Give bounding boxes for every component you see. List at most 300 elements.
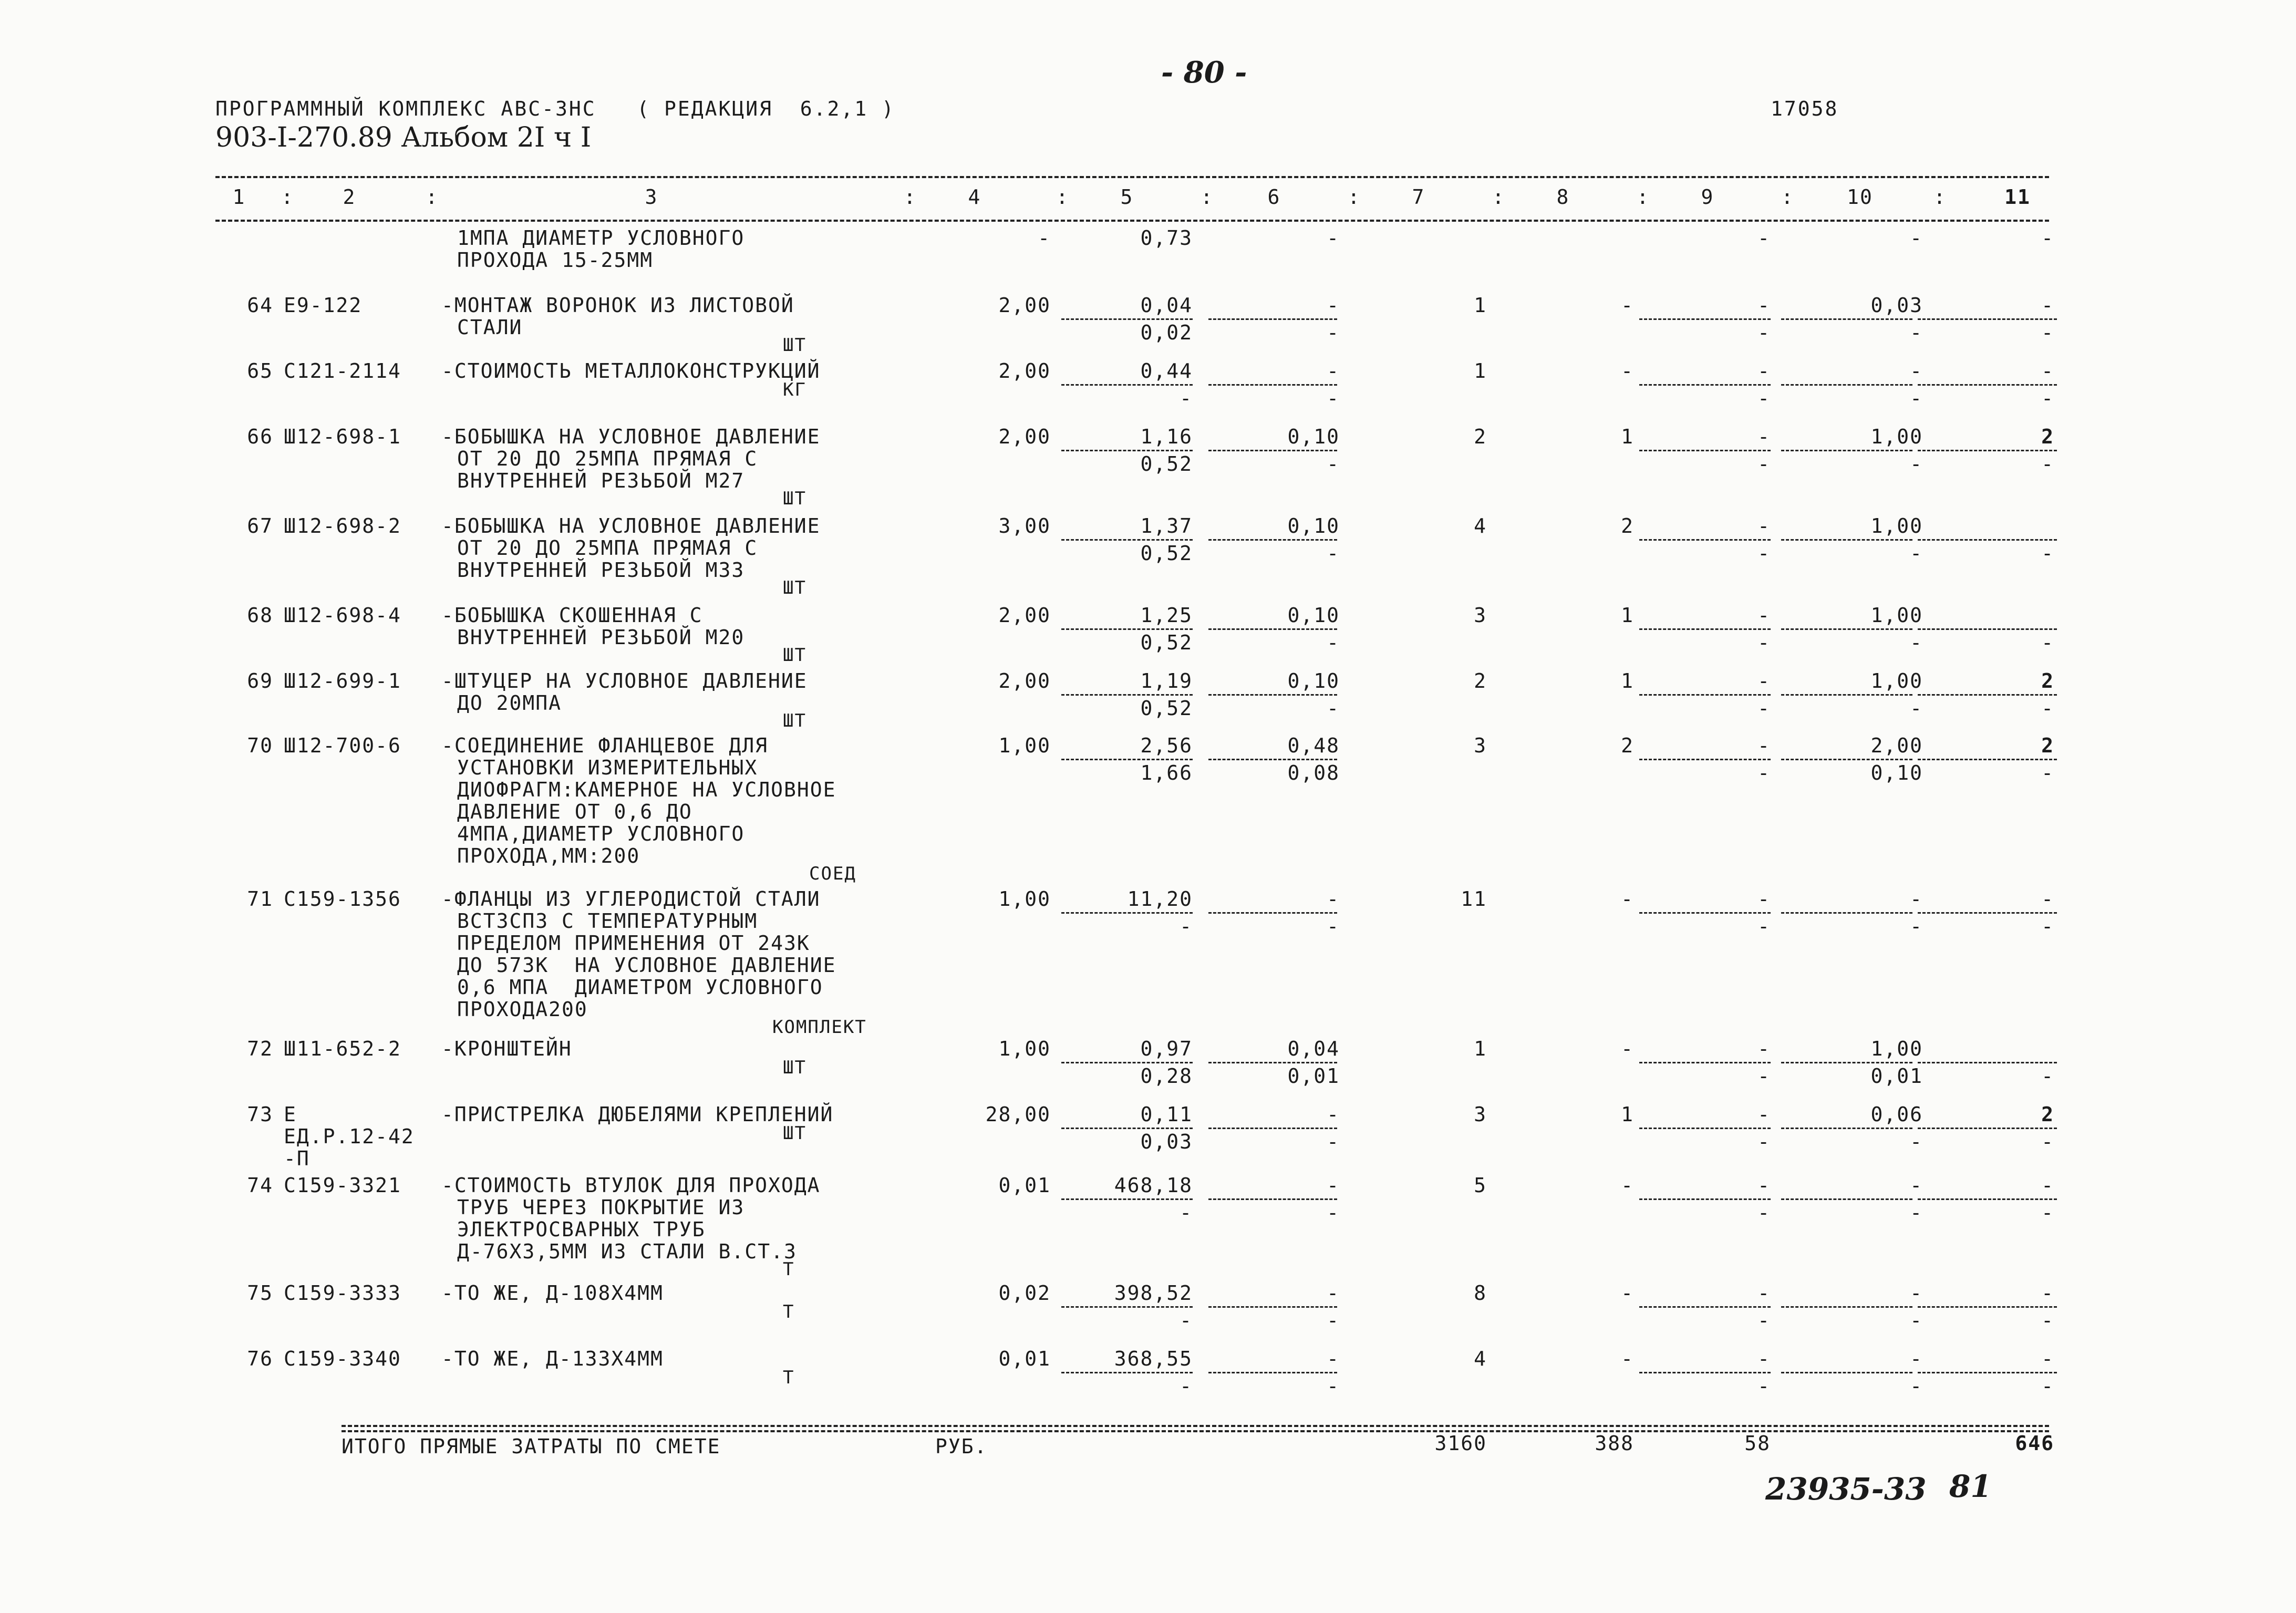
row-c11-main: 2 (2041, 734, 2054, 757)
row-number: 67 (247, 514, 273, 537)
row-c10-divider (1781, 1306, 1912, 1308)
row-c5-divider (1061, 1128, 1193, 1129)
row-col8: - (1621, 1037, 1634, 1060)
row-c5-main: 1,19 (1140, 669, 1193, 692)
row-c10-sub: - (1910, 321, 1923, 344)
column-header-6: 6 (1267, 185, 1281, 209)
row-c5-sub: 0,52 (1140, 631, 1193, 654)
column-header-4: 4 (968, 185, 981, 209)
row-c10-main: 1,00 (1870, 425, 1923, 448)
row-c11-sub: - (2041, 321, 2054, 344)
row-unit: Т (783, 1367, 795, 1388)
row-col8: - (1621, 294, 1634, 317)
row-c11-main: 2 (2041, 669, 2054, 692)
column-header-2: 2 (343, 185, 356, 209)
row-c11-sub: - (2041, 452, 2054, 475)
row-col7: 4 (1474, 1347, 1487, 1370)
row-c5-sub: 0,03 (1140, 1130, 1193, 1153)
row-description-line: ПРОХОДА,ММ:200 (457, 844, 640, 867)
row-c5-divider (1061, 318, 1193, 320)
row-c11-divider (1918, 1306, 2057, 1308)
row-description-line: -ШТУЦЕР НА УСЛОВНОЕ ДАВЛЕНИЕ (441, 669, 808, 692)
row-col8: 2 (1621, 734, 1634, 757)
row-c5-main: 0,44 (1140, 359, 1193, 382)
row-code: Ш12-700-6 (284, 734, 401, 757)
row-c9-main: - (1757, 294, 1771, 317)
row-c11-sub: - (2041, 387, 2054, 410)
column-header-1: 1 (232, 185, 246, 209)
total-col8: 388 (1595, 1432, 1634, 1455)
row-c5-divider (1061, 450, 1193, 451)
row-number: 69 (247, 669, 273, 692)
row-c6-sub: - (1327, 1201, 1340, 1224)
row-c6-main: - (1327, 294, 1340, 317)
row-c6-main: - (1327, 1103, 1340, 1126)
row-c5-main: 0,97 (1140, 1037, 1193, 1060)
row-c11-divider (1918, 628, 2057, 630)
row-c6-divider (1208, 318, 1337, 320)
row-c9-divider (1639, 1372, 1771, 1373)
row-c9-main: - (1757, 425, 1771, 448)
row-col7: 3 (1474, 734, 1487, 757)
row-c11-divider (1918, 1128, 2057, 1129)
column-separator: : (1637, 185, 1650, 209)
row-col4: 0,01 (998, 1174, 1051, 1197)
column-header-10: 10 (1847, 185, 1873, 209)
row-c9-main: - (1757, 734, 1771, 757)
row-c9-sub: - (1757, 631, 1771, 654)
row-col4: 28,00 (985, 1103, 1051, 1126)
row-c11-main: - (2041, 1347, 2054, 1370)
row-c5-main: 1,16 (1140, 425, 1193, 448)
column-separator: : (1201, 185, 1214, 209)
row-c10-main: 1,00 (1870, 669, 1923, 692)
row-c9-sub: - (1757, 1309, 1771, 1332)
row-c9-main: - (1757, 1103, 1771, 1126)
row-c9-divider (1639, 1062, 1771, 1063)
row-code: Е9-122 (284, 294, 363, 317)
row-c6-main: - (1327, 887, 1340, 911)
row-c9-sub: - (1757, 1374, 1771, 1398)
row-c9-divider (1639, 318, 1771, 320)
row-col4: 2,00 (998, 604, 1051, 627)
row-col4: 3,00 (998, 514, 1051, 537)
row-unit: КГ (783, 379, 806, 400)
row-c6-divider (1208, 1062, 1337, 1063)
row-c6-divider (1208, 384, 1337, 386)
row-c6-sub: - (1327, 321, 1340, 344)
column-header-11: 11 (2004, 185, 2031, 209)
row-c6-main: 0,10 (1287, 425, 1340, 448)
row-c10-divider (1781, 1372, 1912, 1373)
row-code: Е (284, 1103, 297, 1126)
row-c10-divider (1781, 694, 1912, 696)
row-c9-divider (1639, 628, 1771, 630)
column-header-8: 8 (1556, 185, 1570, 209)
row-c5-sub: 1,66 (1140, 761, 1193, 784)
row-c9-sub: - (1757, 1130, 1771, 1153)
total-rule-bottom (342, 1430, 2049, 1432)
row-description-line: -ПРИСТРЕЛКА ДЮБЕЛЯМИ КРЕПЛЕНИЙ (441, 1103, 834, 1126)
row-col8: - (1621, 887, 1634, 911)
row-col4: - (1038, 226, 1051, 250)
column-separator: : (1492, 185, 1505, 209)
row-c6-divider (1208, 1372, 1337, 1373)
row-c10-sub: 0,10 (1870, 761, 1923, 784)
row-c5-sub: - (1180, 387, 1193, 410)
row-c6-divider (1208, 450, 1337, 451)
document-code: 17058 (1771, 97, 1839, 120)
row-c9-main: - (1757, 1037, 1771, 1060)
row-c10-sub: - (1910, 542, 1923, 565)
row-c6-main: 0,48 (1287, 734, 1340, 757)
row-c9-main: - (1757, 1347, 1771, 1370)
row-c5-divider (1061, 1198, 1193, 1200)
page-number: - 80 - (1161, 55, 1247, 90)
program-header: ПРОГРАММНЫЙ КОМПЛЕКС АВС-3НС ( РЕДАКЦИЯ 6.2,1 ) (215, 97, 895, 120)
total-rule-top (342, 1425, 2049, 1427)
row-c9-main: - (1757, 514, 1771, 537)
row-c11-sub: - (2041, 697, 2054, 720)
row-col7: 11 (1461, 887, 1487, 911)
row-c9-sub: - (1757, 915, 1771, 938)
row-c10-main: 0,03 (1870, 294, 1923, 317)
column-header-7: 7 (1412, 185, 1425, 209)
row-c9-divider (1639, 1128, 1771, 1129)
row-c6-main: 0,10 (1287, 669, 1340, 692)
total-currency: РУБ. (935, 1435, 988, 1458)
row-c6-sub: - (1327, 452, 1340, 475)
row-c10-main: - (1910, 226, 1923, 250)
row-description-line: 1МПА ДИАМЕТР УСЛОВНОГО (457, 226, 745, 250)
row-description-line: ДАВЛЕНИЕ ОТ 0,6 ДО (457, 800, 692, 823)
row-description-line: УСТАНОВКИ ИЗМЕРИТЕЛЬНЫХ (457, 756, 758, 779)
row-c6-sub: 0,08 (1287, 761, 1340, 784)
row-c6-divider (1208, 759, 1337, 760)
row-c10-divider (1781, 450, 1912, 451)
row-c6-main: - (1327, 226, 1340, 250)
column-separator: : (426, 185, 439, 209)
row-c5-main: 1,37 (1140, 514, 1193, 537)
row-c10-main: - (1910, 1174, 1923, 1197)
row-description-line: -КРОНШТЕЙН (441, 1037, 572, 1060)
row-number: 64 (247, 294, 273, 317)
row-c6-divider (1208, 694, 1337, 696)
row-c10-sub: - (1910, 631, 1923, 654)
row-c5-main: 468,18 (1114, 1174, 1193, 1197)
row-c5-main: 11,20 (1127, 887, 1193, 911)
row-c6-sub: - (1327, 1130, 1340, 1153)
column-header-5: 5 (1120, 185, 1134, 209)
row-unit: ШТ (783, 335, 806, 356)
column-separator: : (1056, 185, 1069, 209)
row-c6-main: - (1327, 1281, 1340, 1305)
row-description-line: -БОБЫШКА СКОШЕННАЯ С (441, 604, 703, 627)
row-c10-divider (1781, 318, 1912, 320)
row-c9-divider (1639, 1198, 1771, 1200)
row-col4: 2,00 (998, 425, 1051, 448)
row-c10-divider (1781, 384, 1912, 386)
total-col11: 646 (2015, 1432, 2054, 1455)
row-c10-main: - (1910, 359, 1923, 382)
row-c5-sub: - (1180, 1201, 1193, 1224)
row-c11-sub: - (2041, 1064, 2054, 1088)
row-c6-divider (1208, 1128, 1337, 1129)
row-c5-main: 0,11 (1140, 1103, 1193, 1126)
row-c6-sub: - (1327, 542, 1340, 565)
row-c10-main: 1,00 (1870, 1037, 1923, 1060)
row-c11-divider (1918, 450, 2057, 451)
row-c9-divider (1639, 694, 1771, 696)
row-c6-main: 0,10 (1287, 514, 1340, 537)
row-c5-sub: - (1180, 1309, 1193, 1332)
row-c11-main: - (2041, 1281, 2054, 1305)
row-description-line: 4МПА,ДИАМЕТР УСЛОВНОГО (457, 822, 745, 845)
row-c9-sub: - (1757, 697, 1771, 720)
row-c5-divider (1061, 384, 1193, 386)
row-number: 66 (247, 425, 273, 448)
row-c9-sub: - (1757, 452, 1771, 475)
row-c6-divider (1208, 1198, 1337, 1200)
row-description-line: -ТО ЖЕ, Д-133Х4ММ (441, 1347, 664, 1370)
row-c5-sub: 0,52 (1140, 542, 1193, 565)
row-code: Ш12-698-2 (284, 514, 401, 537)
total-col7: 3160 (1434, 1432, 1487, 1455)
row-unit: ШТ (783, 577, 806, 598)
row-c6-main: - (1327, 359, 1340, 382)
row-c5-main: 1,25 (1140, 604, 1193, 627)
row-c11-divider (1918, 318, 2057, 320)
row-c10-main: 0,06 (1870, 1103, 1923, 1126)
row-c9-sub: - (1757, 761, 1771, 784)
row-c11-sub: - (2041, 1201, 2054, 1224)
row-description-line: -СТОИМОСТЬ МЕТАЛЛОКОНСТРУКЦИЙ (441, 359, 821, 382)
row-c9-sub: - (1757, 387, 1771, 410)
row-col8: - (1621, 1281, 1634, 1305)
row-c11-main: 2 (2041, 425, 2054, 448)
row-col8: - (1621, 1347, 1634, 1370)
row-col7: 3 (1474, 1103, 1487, 1126)
row-unit: СОЕД (809, 863, 856, 884)
row-c9-divider (1639, 384, 1771, 386)
column-separator: : (904, 185, 917, 209)
column-header-9: 9 (1701, 185, 1714, 209)
row-col7: 2 (1474, 425, 1487, 448)
row-unit: Т (783, 1259, 795, 1280)
row-description-line: ПРЕДЕЛОМ ПРИМЕНЕНИЯ ОТ 243К (457, 932, 810, 955)
row-c11-main: 2 (2041, 1103, 2054, 1126)
row-col8: 1 (1621, 1103, 1634, 1126)
row-code: Ш12-699-1 (284, 669, 401, 692)
row-c9-main: - (1757, 669, 1771, 692)
handwritten-number: 23935-33 (1765, 1471, 1927, 1507)
row-col7: 2 (1474, 669, 1487, 692)
row-c6-sub: - (1327, 387, 1340, 410)
row-c10-divider (1781, 628, 1912, 630)
row-c10-sub: - (1910, 697, 1923, 720)
row-c10-divider (1781, 539, 1912, 541)
row-c5-divider (1061, 1062, 1193, 1063)
row-description-line: Д-76Х3,5ММ ИЗ СТАЛИ В.СТ.3 (457, 1240, 797, 1263)
row-description-line: -МОНТАЖ ВОРОНОК ИЗ ЛИСТОВОЙ (441, 294, 794, 317)
row-c6-divider (1208, 539, 1337, 541)
row-description-line: ВНУТРЕННЕЙ РЕЗЬБОЙ М20 (457, 626, 745, 649)
row-c9-main: - (1757, 604, 1771, 627)
row-code: С159-3340 (284, 1347, 401, 1370)
row-c11-main: - (2041, 1174, 2054, 1197)
row-c6-main: 0,04 (1287, 1037, 1340, 1060)
row-c5-sub: 0,28 (1140, 1064, 1193, 1088)
header-top-rule (215, 176, 2049, 178)
row-description-line: ВСТ3СП3 С ТЕМПЕРАТУРНЫМ (457, 909, 758, 933)
row-description-line: -ТО ЖЕ, Д-108Х4ММ (441, 1281, 664, 1305)
row-c9-main: - (1757, 1174, 1771, 1197)
row-description-line: ДО 20МПА (457, 691, 562, 715)
row-c9-main: - (1757, 1281, 1771, 1305)
row-c6-sub: - (1327, 631, 1340, 654)
column-separator: : (1933, 185, 1947, 209)
row-c5-sub: 0,52 (1140, 697, 1193, 720)
row-c9-main: - (1757, 226, 1771, 250)
row-c6-main: - (1327, 1174, 1340, 1197)
row-c10-sub: - (1910, 1309, 1923, 1332)
row-number: 65 (247, 359, 273, 382)
row-c9-divider (1639, 539, 1771, 541)
row-c6-sub: - (1327, 1309, 1340, 1332)
row-c11-divider (1918, 1198, 2057, 1200)
row-c5-main: 2,56 (1140, 734, 1193, 757)
row-c5-sub: - (1180, 1374, 1193, 1398)
row-col8: 2 (1621, 514, 1634, 537)
row-code-line: -П (284, 1147, 310, 1170)
row-c10-sub: - (1910, 452, 1923, 475)
row-col7: 5 (1474, 1174, 1487, 1197)
row-col7: 3 (1474, 604, 1487, 627)
row-c11-divider (1918, 759, 2057, 760)
row-col8: - (1621, 359, 1634, 382)
row-col7: 1 (1474, 294, 1487, 317)
row-c10-divider (1781, 1128, 1912, 1129)
row-c6-divider (1208, 912, 1337, 914)
row-unit: ШТ (783, 1057, 806, 1078)
row-c11-sub: - (2041, 1130, 2054, 1153)
row-code: С159-1356 (284, 887, 401, 911)
row-c5-main: 0,04 (1140, 294, 1193, 317)
row-c5-main: 0,73 (1140, 226, 1193, 250)
row-number: 72 (247, 1037, 273, 1060)
row-c9-sub: - (1757, 1064, 1771, 1088)
row-code: Ш12-698-1 (284, 425, 401, 448)
row-c11-divider (1918, 384, 2057, 386)
row-c5-main: 368,55 (1114, 1347, 1193, 1370)
row-c10-main: - (1910, 887, 1923, 911)
row-col4: 1,00 (998, 1037, 1051, 1060)
row-c10-sub: - (1910, 915, 1923, 938)
row-c9-divider (1639, 759, 1771, 760)
row-description-line: СТАЛИ (457, 316, 523, 339)
row-unit: Т (783, 1301, 795, 1322)
row-col4: 0,01 (998, 1347, 1051, 1370)
row-description-line: -СОЕДИНЕНИЕ ФЛАНЦЕВОЕ ДЛЯ (441, 734, 768, 757)
row-number: 76 (247, 1347, 273, 1370)
row-c11-main: - (2041, 887, 2054, 911)
row-col7: 1 (1474, 359, 1487, 382)
album-title: 903-I-270.89 Альбом 2I ч I (215, 122, 592, 153)
row-c10-sub: - (1910, 1130, 1923, 1153)
row-col8: 1 (1621, 604, 1634, 627)
row-number: 73 (247, 1103, 273, 1126)
row-c10-main: 1,00 (1870, 604, 1923, 627)
row-unit: ШТ (783, 645, 806, 666)
row-c9-sub: - (1757, 321, 1771, 344)
row-number: 75 (247, 1281, 273, 1305)
row-c10-main: 1,00 (1870, 514, 1923, 537)
row-c10-divider (1781, 912, 1912, 914)
row-c11-divider (1918, 912, 2057, 914)
row-description-line: -БОБЫШКА НА УСЛОВНОЕ ДАВЛЕНИЕ (441, 425, 821, 448)
row-c5-sub: - (1180, 915, 1193, 938)
row-c10-sub: - (1910, 1374, 1923, 1398)
column-separator: : (1348, 185, 1361, 209)
row-description-line: ТРУБ ЧЕРЕЗ ПОКРЫТИЕ ИЗ (457, 1196, 745, 1219)
row-code: С159-3321 (284, 1174, 401, 1197)
row-description-line: ОТ 20 ДО 25МПА ПРЯМАЯ С (457, 536, 758, 560)
row-c6-main: - (1327, 1347, 1340, 1370)
row-c5-sub: 0,02 (1140, 321, 1193, 344)
row-c10-divider (1781, 759, 1912, 760)
row-col4: 0,02 (998, 1281, 1051, 1305)
row-c5-main: 398,52 (1114, 1281, 1193, 1305)
row-c5-divider (1061, 759, 1193, 760)
row-c11-divider (1918, 539, 2057, 541)
row-c5-sub: 0,52 (1140, 452, 1193, 475)
row-col8: 1 (1621, 669, 1634, 692)
row-c9-divider (1639, 912, 1771, 914)
row-c11-main: - (2041, 359, 2054, 382)
row-c6-divider (1208, 628, 1337, 630)
row-description-line: ВНУТРЕННЕЙ РЕЗЬБОЙ М33 (457, 559, 745, 582)
row-description-line: ДО 573К НА УСЛОВНОЕ ДАВЛЕНИЕ (457, 954, 836, 977)
row-c11-sub: - (2041, 1309, 2054, 1332)
row-unit: ШТ (783, 1123, 806, 1144)
row-c10-divider (1781, 1198, 1912, 1200)
row-c9-sub: - (1757, 1201, 1771, 1224)
row-description-line: -БОБЫШКА НА УСЛОВНОЕ ДАВЛЕНИЕ (441, 514, 821, 537)
row-c5-divider (1061, 694, 1193, 696)
row-c5-divider (1061, 1372, 1193, 1373)
row-col4: 1,00 (998, 887, 1051, 911)
row-description-line: ПРОХОДА 15-25ММ (457, 249, 654, 272)
row-col4: 2,00 (998, 669, 1051, 692)
row-col7: 1 (1474, 1037, 1487, 1060)
row-description-line: ПРОХОДА200 (457, 998, 588, 1021)
row-c9-main: - (1757, 887, 1771, 911)
row-c11-main: - (2041, 294, 2054, 317)
row-col7: 8 (1474, 1281, 1487, 1305)
column-separator: : (281, 185, 294, 209)
row-unit: ШТ (783, 488, 806, 509)
row-description-line: ОТ 20 ДО 25МПА ПРЯМАЯ С (457, 447, 758, 470)
row-col4: 2,00 (998, 294, 1051, 317)
row-c11-sub: - (2041, 1374, 2054, 1398)
row-c11-sub: - (2041, 631, 2054, 654)
row-col8: - (1621, 1174, 1634, 1197)
row-c10-sub: - (1910, 1201, 1923, 1224)
row-description-line: -ФЛАНЦЫ ИЗ УГЛЕРОДИСТОЙ СТАЛИ (441, 887, 821, 911)
row-c9-main: - (1757, 359, 1771, 382)
row-c10-main: 2,00 (1870, 734, 1923, 757)
row-c10-sub: 0,01 (1870, 1064, 1923, 1088)
